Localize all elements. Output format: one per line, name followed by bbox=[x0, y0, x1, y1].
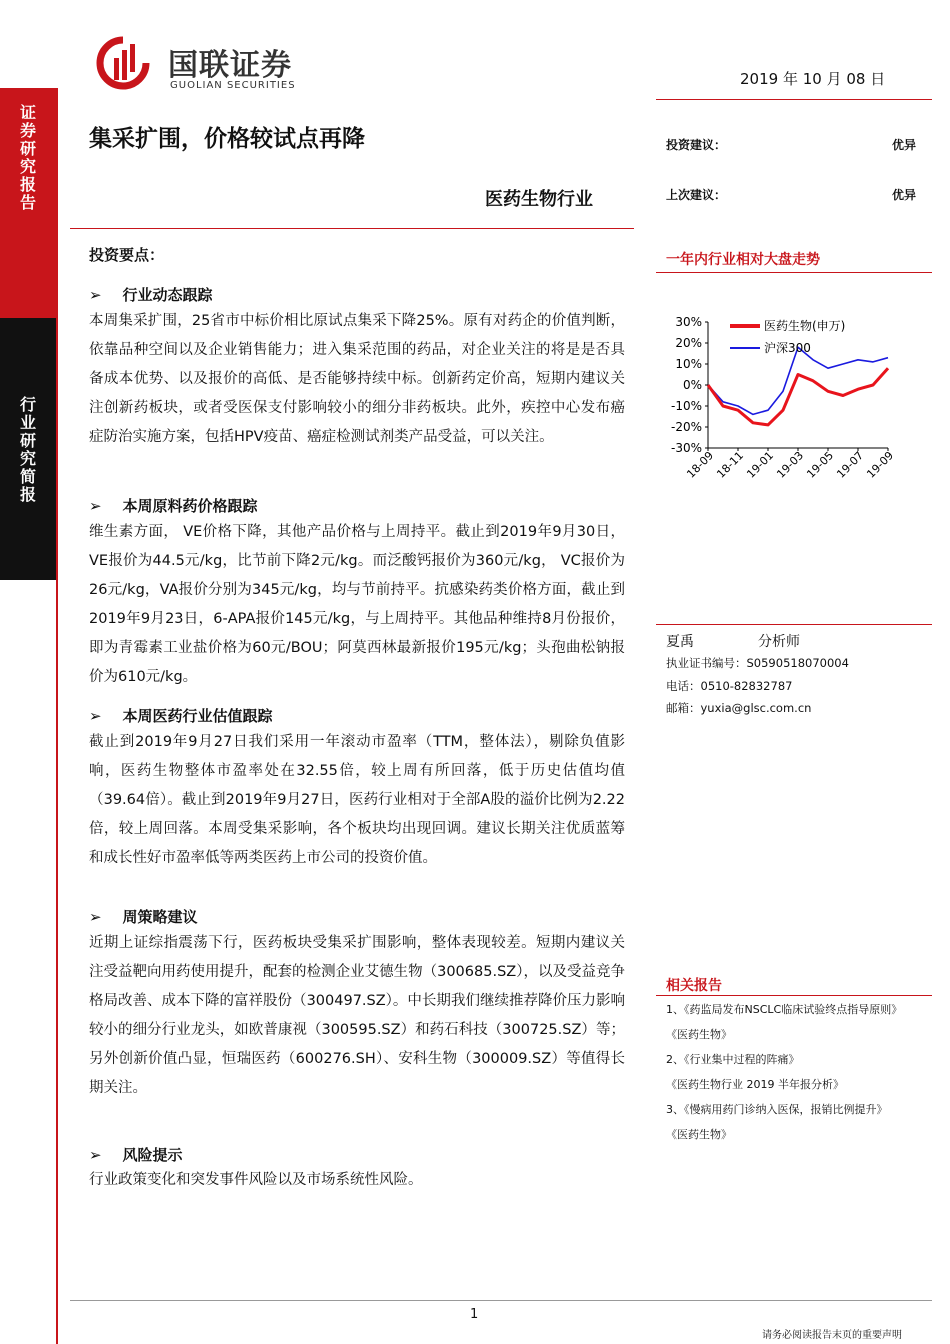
chart-x-tick-label: 18-11 bbox=[714, 448, 747, 481]
previous-rating-label: 上次建议： bbox=[666, 188, 727, 202]
sidebar-label-top: 证券研究报告 bbox=[19, 103, 36, 212]
industry-name: 医药生物行业 bbox=[485, 189, 593, 210]
title-rule bbox=[70, 228, 634, 229]
related-item[interactable]: 1、《药监局发布NSCLC临床试验终点指导原则》 bbox=[666, 1003, 903, 1016]
related-item[interactable]: 2、《行业集中过程的阵痛》 bbox=[666, 1053, 800, 1066]
chart-title-rule bbox=[656, 272, 932, 273]
current-rating-value: 优异 bbox=[892, 138, 917, 152]
chart-title: 一年内行业相对大盘走势 bbox=[666, 252, 820, 268]
related-rule bbox=[656, 995, 932, 996]
chart-y-tick-label: 10% bbox=[675, 357, 702, 371]
chart-x-tick-label: 19-03 bbox=[774, 448, 807, 481]
section-text: 本周集采扩围，25省市中标价相比原试点集采下降25%。原有对药企的价值判断，依靠品种空间以及企业销售能力；进入集采范围的药品，对企业关注的将是是否具备成本优势、以及报价的高低、是否能够持续中标。创新药定价高，短期内建议关注创新药板块，或者受医保支付影响较小的细分非药板块。此外，疾控中心发布癌症防治实施方案，包括HPV疫苗、癌症检测试剂类产品受益，可以关注。 bbox=[89, 313, 625, 445]
sidebar-label-bottom: 行业研究简报 bbox=[19, 395, 36, 504]
related-item[interactable]: 《医药生物》 bbox=[666, 1128, 732, 1141]
page-number: 1 bbox=[470, 1307, 479, 1322]
chart-legend-label: 医药生物(申万) bbox=[764, 319, 846, 333]
chart-y-tick-label: -30% bbox=[670, 441, 702, 455]
trend-chart bbox=[656, 300, 932, 500]
section-title: ➢ 风险提示 bbox=[89, 1146, 183, 1164]
chart-x-tick-label: 19-01 bbox=[744, 448, 777, 481]
analyst-cert: 执业证书编号：S0590518070004 bbox=[666, 656, 849, 670]
analyst-rule bbox=[656, 624, 932, 625]
chart-y-tick-label: 20% bbox=[675, 336, 702, 350]
report-date: 2019 年 10 月 08 日 bbox=[740, 70, 886, 88]
related-title: 相关报告 bbox=[666, 978, 722, 994]
analyst-name: 夏禹 bbox=[666, 634, 694, 650]
brand-name-cn: 国联证券 bbox=[168, 48, 292, 83]
related-item[interactable]: 《医药生物行业 2019 半年报分析》 bbox=[666, 1078, 844, 1091]
report-title: 集采扩围，价格较试点再降 bbox=[89, 126, 365, 152]
chart-legend-label: 沪深300 bbox=[764, 341, 811, 355]
footer-disclaimer: 请务必阅读报告末页的重要声明 bbox=[762, 1330, 902, 1341]
chart-x-tick-label: 19-07 bbox=[834, 448, 867, 481]
chart-series-line bbox=[708, 347, 888, 414]
chart-y-tick-label: -20% bbox=[670, 420, 702, 434]
logo-icon bbox=[96, 36, 150, 90]
footer-rule bbox=[70, 1300, 932, 1301]
sidebar-divider-line bbox=[56, 88, 58, 1344]
analyst-phone: 电话：0510-82832787 bbox=[666, 679, 793, 693]
section-title: ➢ 本周医药行业估值跟踪 bbox=[89, 707, 273, 725]
related-list bbox=[666, 997, 934, 1147]
section-title: ➢ 周策略建议 bbox=[89, 908, 198, 926]
chart-y-tick-label: -10% bbox=[670, 399, 702, 413]
brand-name-en: GUOLIAN SECURITIES bbox=[170, 80, 296, 91]
section-title: ➢ 本周原料药价格跟踪 bbox=[89, 497, 258, 515]
chart-x-tick-label: 19-05 bbox=[804, 448, 837, 481]
analyst-email: 邮箱：yuxia@glsc.com.cn bbox=[666, 701, 812, 715]
section-text: 行业政策变化和突发事件风险以及市场系统性风险。 bbox=[89, 1172, 423, 1188]
related-item[interactable]: 《医药生物》 bbox=[666, 1028, 732, 1041]
header-rule bbox=[656, 99, 932, 100]
analyst-role: 分析师 bbox=[758, 634, 800, 650]
main-heading: 投资要点： bbox=[89, 246, 165, 264]
section-text: 截止到2019年9月27日我们采用一年滚动市盈率（TTM，整体法），剔除负值影响，医药生物整体市盈率处在32.55倍，较上周有所回落，低于历史估值均值（39.64倍）。截止到2019年9月27日，医药行业相对于全部A股的溢价比例为2.22倍，较上周回落。本周受集采影响，各个板块均出现回调。建议长期关注优质蓝筹和成长性好市盈率低等两类医药上市公司的投资价值。 bbox=[89, 734, 625, 866]
related-item[interactable]: 3、《慢病用药门诊纳入医保，报销比例提升》 bbox=[666, 1103, 888, 1116]
previous-rating-value: 优异 bbox=[892, 188, 917, 202]
chart-x-tick-label: 18-09 bbox=[684, 448, 717, 481]
section-title: ➢ 行业动态跟踪 bbox=[89, 286, 213, 304]
chart-x-tick-label: 19-09 bbox=[864, 448, 897, 481]
chart-series-line bbox=[708, 368, 888, 425]
section-text: 近期上证综指震荡下行，医药板块受集采扩围影响，整体表现较差。短期内建议关注受益靶向用药使用提升，配套的检测企业艾德生物（300685.SZ），以及受益竞争格局改善、成本下降的富祥股份（300497.SZ）。中长期我们继续推荐降价压力影响较小的细分行业龙头，如欧普康视（300595.SZ）和药石科技（300725.SZ）等；另外创新价值凸显，恒瑞医药（600276.SH）、安科生物（300009.SZ）等值得长期关注。 bbox=[89, 935, 625, 1096]
chart-y-tick-label: 30% bbox=[675, 315, 702, 329]
current-rating-label: 投资建议： bbox=[666, 138, 727, 152]
chart-y-tick-label: 0% bbox=[682, 378, 702, 392]
section-text: 维生素方面， VE价格下降，其他产品价格与上周持平。截止到2019年9月30日， VE报价为44.5元/kg，比节前下降2元/kg。而泛酸钙报价为360元/kg， VC报价为26元/kg，VA报价分别为345元/kg，均与节前持平。抗感染药类价格方面，截止到2019年9月23日，6-APA报价145元/kg，与上周持平。其他品种维持8月份报价，即为青霉素工业盐价格为60元/BOU；阿莫西林最新报价195元/kg；头孢曲松钠报价为610元/kg。 bbox=[89, 524, 625, 685]
